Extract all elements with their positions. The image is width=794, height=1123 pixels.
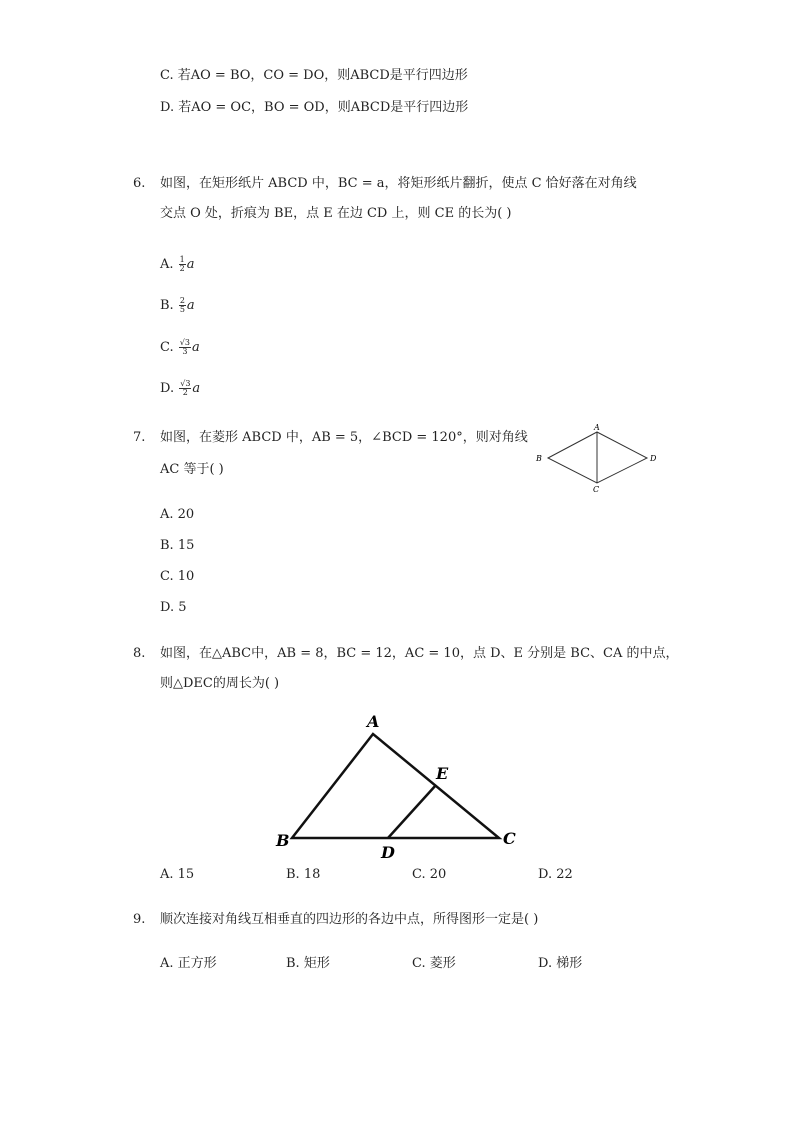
q9-number: 9.: [133, 912, 146, 927]
q9-option-a: A. 正方形: [160, 956, 217, 971]
triangle-label-c: C: [503, 829, 516, 848]
q6-option-b: B. $\frac{2}{5}$ a: [160, 296, 195, 314]
triangle-label-b: B: [276, 831, 290, 850]
q8-stem-line1: 如图，在△ABC中，AB = 8，BC = 12，AC = 10，点 D、E 分别是 BC、CA 的中点，: [160, 646, 679, 661]
q8-option-d: D. 22: [538, 867, 573, 882]
triangle-label-d: D: [381, 843, 395, 862]
q7-stem-line1: 如图，在菱形 ABCD 中，AB = 5，∠BCD = 120°，则对角线: [160, 430, 528, 445]
q9-option-d: D. 梯形: [538, 956, 583, 971]
rhombus-label-c: C: [593, 485, 600, 494]
q8-option-b: B. 18: [286, 867, 321, 882]
q5-option-d: D. 若AO = OC，BO = OD，则ABCD是平行四边形: [160, 100, 469, 115]
rhombus-label-d: D: [650, 454, 657, 463]
q8-stem-line2: 则△DEC的周长为( ): [160, 676, 280, 691]
q6-stem-line1: 如图，在矩形纸片 ABCD 中，BC = a，将矩形纸片翻折，使点 C 恰好落在对角线: [160, 176, 637, 191]
q6-option-a: A. $\frac{1}{2}$ a: [160, 255, 195, 273]
rhombus-label-b: B: [536, 454, 542, 463]
q7-option-b: B. 15: [160, 538, 195, 553]
q7-stem-line2: AC 等于( ): [160, 462, 224, 477]
q6-number: 6.: [133, 176, 146, 191]
q7-option-d: D. 5: [160, 600, 187, 615]
segment-de: [388, 785, 436, 838]
q6-option-d: D. $\frac{√3}{2}$ a: [160, 379, 201, 397]
rhombus-label-a: A: [594, 423, 600, 432]
q7-number: 7.: [133, 430, 146, 445]
q8-number: 8.: [133, 646, 146, 661]
triangle-label-a: A: [367, 712, 380, 731]
q7-option-a: A. 20: [160, 507, 195, 522]
triangle-abc: [292, 734, 499, 838]
q8-option-c: C. 20: [412, 867, 447, 882]
q9-stem-line1: 顺次连接对角线互相垂直的四边形的各边中点，所得图形一定是( ): [160, 912, 539, 927]
q5-option-c: C. 若AO = BO，CO = DO，则ABCD是平行四边形: [160, 68, 468, 83]
q8-option-a: A. 15: [160, 867, 195, 882]
q9-option-b: B. 矩形: [286, 956, 330, 971]
q9-option-c: C. 菱形: [412, 956, 456, 971]
rhombus-figure: [530, 420, 670, 496]
q6-stem-line2: 交点 O 处，折痕为 BE，点 E 在边 CD 上，则 CE 的长为( ): [160, 206, 512, 221]
triangle-figure: [270, 705, 530, 865]
q6-option-c: C. $\frac{√3}{3}$ a: [160, 338, 200, 356]
q7-option-c: C. 10: [160, 569, 195, 584]
triangle-label-e: E: [436, 764, 449, 783]
